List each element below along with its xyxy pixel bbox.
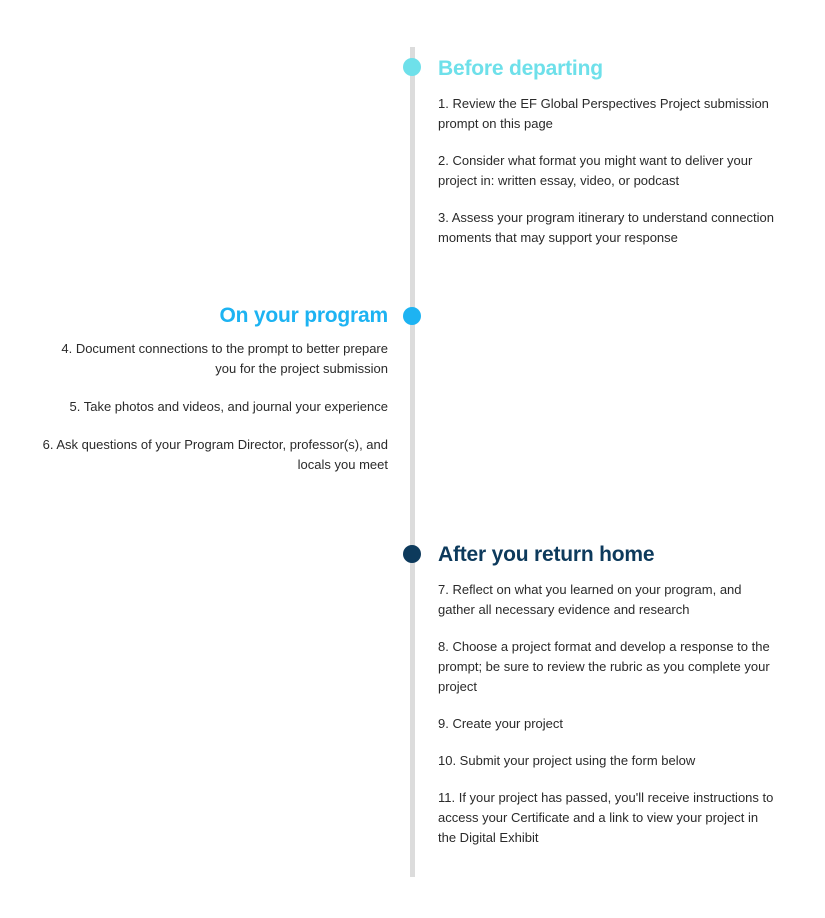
stage-on-your-program xyxy=(40,303,388,493)
step-list xyxy=(40,339,388,475)
step-item: 4. Document connections to the prompt to better prepare you for the project submission xyxy=(61,341,388,376)
step-item: 8. Choose a project format and develop a response to the prompt; be sure to review the rubric as you complete your project xyxy=(438,639,770,694)
timeline-dot-after-you-return-home xyxy=(403,545,421,563)
step-item: 3. Assess your program itinerary to understand connection moments that may support your response xyxy=(438,210,775,245)
step-item: 7. Reflect on what you learned on your program, and gather all necessary evidence and research xyxy=(438,582,742,617)
step-item: 2. Consider what format you might want to deliver your project in: written essay, video, or podcast xyxy=(438,153,753,188)
stage-title: On your program xyxy=(219,304,388,327)
timeline-dot-before-departing xyxy=(403,58,421,76)
step-item: 5. Take photos and videos, and journal your experience xyxy=(69,399,388,414)
stage-before-departing xyxy=(438,56,778,265)
timeline-dot-on-your-program xyxy=(403,307,421,325)
stage-title: Before departing xyxy=(438,57,603,80)
stage-after-you-return-home xyxy=(438,542,778,865)
step-item: 6. Ask questions of your Program Director, professor(s), and locals you meet xyxy=(42,437,388,472)
stage-title: After you return home xyxy=(438,543,655,566)
step-item: 1. Review the EF Global Perspectives Project submission prompt on this page xyxy=(438,96,769,131)
step-item: 9. Create your project xyxy=(438,716,564,731)
step-list xyxy=(438,580,778,848)
timeline-line xyxy=(410,47,415,877)
step-list xyxy=(438,94,778,248)
step-item: 11. If your project has passed, you'll receive instructions to access your Certificate and a link to view your project in the Digital Exhibit xyxy=(438,790,774,845)
step-item: 10. Submit your project using the form below xyxy=(438,753,696,768)
